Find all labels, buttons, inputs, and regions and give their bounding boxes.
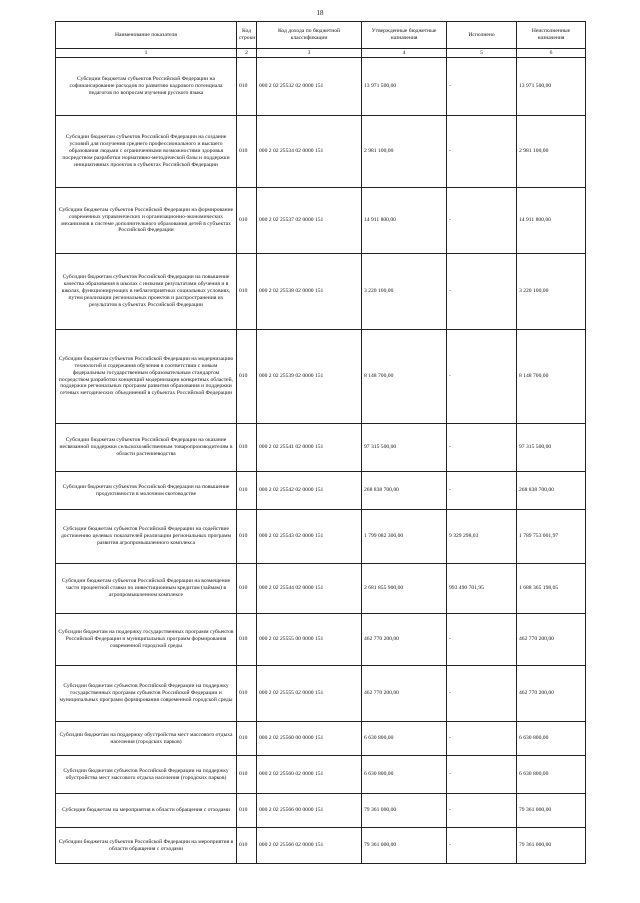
row-indicator-name: Субсидии бюджетам субъектов Российской Федерации на повышение продуктивности в молочном скотоводстве bbox=[56, 472, 237, 510]
header-indicator-name: Наименование показателя bbox=[56, 22, 237, 49]
table-row bbox=[56, 722, 586, 756]
row-executed-amount: - bbox=[447, 614, 517, 666]
row-executed-amount: - bbox=[447, 722, 517, 756]
row-unexecuted-amount: 14 911 800,00 bbox=[517, 188, 586, 254]
row-unexecuted-amount: 462 770 200,00 bbox=[517, 614, 586, 666]
row-unexecuted-amount: 13 971 500,00 bbox=[517, 58, 586, 116]
row-approved-amount: 14 911 800,00 bbox=[362, 188, 447, 254]
table-row bbox=[56, 828, 586, 864]
row-approved-amount: 79 361 000,00 bbox=[362, 828, 447, 864]
header-line-code: Код строки bbox=[237, 22, 257, 49]
table-row bbox=[56, 116, 586, 188]
row-income-code: 000 2 02 25544 02 0000 151 bbox=[257, 564, 362, 614]
row-approved-amount: 268 838 700,00 bbox=[362, 472, 447, 510]
header-executed: Исполнено bbox=[447, 22, 517, 49]
row-line-code: 010 bbox=[237, 564, 257, 614]
row-approved-amount: 462 770 200,00 bbox=[362, 614, 447, 666]
row-income-code: 000 2 02 25560 00 0000 151 bbox=[257, 722, 362, 756]
row-executed-amount: 993 490 701,95 bbox=[447, 564, 517, 614]
row-approved-amount: 8 148 700,00 bbox=[362, 330, 447, 424]
row-unexecuted-amount: 462 770 200,00 bbox=[517, 666, 586, 722]
row-income-code: 000 2 02 25555 00 0000 151 bbox=[257, 614, 362, 666]
row-indicator-name: Субсидии бюджетам на поддержку обустройства мест массового отдыха населения (городских парков) bbox=[56, 722, 237, 756]
table-header-row bbox=[56, 22, 586, 49]
row-indicator-name: Субсидии бюджетам субъектов Российской Федерации на модернизацию технологий и содержания обучения в соответствии с новым федеральным государственным образовательным стандартом посредством разработки концепций модернизации конкретных областей, поддержки региональных программ развития образования и поддержки сетевых методических объединений в субъектах Российской Федерации bbox=[56, 330, 237, 424]
header-unexecuted: Неисполненные назначения bbox=[517, 22, 586, 49]
row-line-code: 010 bbox=[237, 828, 257, 864]
row-income-code: 000 2 02 25538 02 0000 151 bbox=[257, 254, 362, 330]
row-indicator-name: Субсидии бюджетам субъектов Российской Федерации на оказание несвязанной поддержки сельскохозяйственным товаропроизводителям в области растениеводства bbox=[56, 424, 237, 472]
row-unexecuted-amount: 1 789 753 001,97 bbox=[517, 510, 586, 564]
row-executed-amount: - bbox=[447, 424, 517, 472]
row-income-code: 000 2 02 25560 02 0000 151 bbox=[257, 756, 362, 794]
row-indicator-name: Субсидии бюджетам на мероприятия в области обращения с отходами bbox=[56, 794, 237, 828]
row-executed-amount: 9 329 298,03 bbox=[447, 510, 517, 564]
row-line-code: 010 bbox=[237, 666, 257, 722]
row-approved-amount: 3 220 100,00 bbox=[362, 254, 447, 330]
row-unexecuted-amount: 8 148 700,00 bbox=[517, 330, 586, 424]
row-indicator-name: Субсидии бюджетам субъектов Российской Федерации на поддержку государственных программ субъектов Российской Федерации и муниципальных программ формирования современной городской среды bbox=[56, 666, 237, 722]
row-approved-amount: 13 971 500,00 bbox=[362, 58, 447, 116]
table-row bbox=[56, 424, 586, 472]
table-row bbox=[56, 794, 586, 828]
row-executed-amount: - bbox=[447, 58, 517, 116]
row-executed-amount: - bbox=[447, 472, 517, 510]
row-unexecuted-amount: 97 315 500,00 bbox=[517, 424, 586, 472]
row-unexecuted-amount: 79 361 000,00 bbox=[517, 828, 586, 864]
table-row bbox=[56, 472, 586, 510]
column-number: 4 bbox=[362, 49, 447, 58]
row-unexecuted-amount: 2 981 100,00 bbox=[517, 116, 586, 188]
row-line-code: 010 bbox=[237, 614, 257, 666]
row-line-code: 010 bbox=[237, 254, 257, 330]
table-row bbox=[56, 564, 586, 614]
column-number: 5 bbox=[447, 49, 517, 58]
column-number: 3 bbox=[257, 49, 362, 58]
row-executed-amount: - bbox=[447, 756, 517, 794]
row-executed-amount: - bbox=[447, 116, 517, 188]
row-executed-amount: - bbox=[447, 666, 517, 722]
row-unexecuted-amount: 3 220 100,00 bbox=[517, 254, 586, 330]
column-number: 6 bbox=[517, 49, 586, 58]
row-approved-amount: 2 981 100,00 bbox=[362, 116, 447, 188]
column-number: 2 bbox=[237, 49, 257, 58]
row-income-code: 000 2 02 25532 02 0000 151 bbox=[257, 58, 362, 116]
row-line-code: 010 bbox=[237, 58, 257, 116]
column-number: 1 bbox=[56, 49, 237, 58]
page-number: 18 bbox=[316, 9, 324, 17]
table-row bbox=[56, 666, 586, 722]
row-line-code: 010 bbox=[237, 424, 257, 472]
header-approved: Утвержденные бюджетные назначения bbox=[362, 22, 447, 49]
row-indicator-name: Субсидии бюджетам субъектов Российской Федерации на возмещение части процентной ставки по инвестиционным кредитам (займам) в агропромышленном комплексе bbox=[56, 564, 237, 614]
row-approved-amount: 79 361 000,00 bbox=[362, 794, 447, 828]
row-executed-amount: - bbox=[447, 330, 517, 424]
row-executed-amount: - bbox=[447, 794, 517, 828]
row-approved-amount: 462 770 200,00 bbox=[362, 666, 447, 722]
row-indicator-name: Субсидии бюджетам субъектов Российской Федерации на повышение качества образования в школах с низкими результатами обучения и в школах, функционирующих в неблагоприятных социальных условиях, путем реализации региональных проектов и распространения их результатов в субъектах Российской Федерации bbox=[56, 254, 237, 330]
table-row bbox=[56, 614, 586, 666]
row-income-code: 000 2 02 25537 02 0000 151 bbox=[257, 188, 362, 254]
row-approved-amount: 1 799 082 300,00 bbox=[362, 510, 447, 564]
row-indicator-name: Субсидии бюджетам субъектов Российской Федерации на поддержку обустройства мест массового отдыха населения (городских парков) bbox=[56, 756, 237, 794]
row-income-code: 000 2 02 25541 02 0000 151 bbox=[257, 424, 362, 472]
row-unexecuted-amount: 1 688 365 198,05 bbox=[517, 564, 586, 614]
row-line-code: 010 bbox=[237, 510, 257, 564]
table-row bbox=[56, 756, 586, 794]
table-row bbox=[56, 330, 586, 424]
row-line-code: 010 bbox=[237, 116, 257, 188]
row-line-code: 010 bbox=[237, 472, 257, 510]
row-income-code: 000 2 02 25539 02 0000 151 bbox=[257, 330, 362, 424]
row-executed-amount: - bbox=[447, 188, 517, 254]
row-unexecuted-amount: 6 630 800,00 bbox=[517, 756, 586, 794]
row-line-code: 010 bbox=[237, 756, 257, 794]
row-executed-amount: - bbox=[447, 828, 517, 864]
row-indicator-name: Субсидии бюджетам субъектов Российской Федерации на создание условий для получения среднего профессионального и высшего образования людьми с ограниченными возможностями здоровья посредством разработки нормативно-методической базы и поддержки инициативных проектов в субъектах Российской Федерации bbox=[56, 116, 237, 188]
row-line-code: 010 bbox=[237, 188, 257, 254]
row-income-code: 000 2 02 25542 02 0000 151 bbox=[257, 472, 362, 510]
row-approved-amount: 97 315 500,00 bbox=[362, 424, 447, 472]
row-approved-amount: 6 630 800,00 bbox=[362, 756, 447, 794]
row-unexecuted-amount: 268 838 700,00 bbox=[517, 472, 586, 510]
row-indicator-name: Субсидии бюджетам субъектов Российской Федерации на содействие достижению целевых показателей реализации региональных программ развития агропромышленного комплекса bbox=[56, 510, 237, 564]
row-income-code: 000 2 02 25534 02 0000 151 bbox=[257, 116, 362, 188]
table-row bbox=[56, 58, 586, 116]
table-row bbox=[56, 188, 586, 254]
table-row bbox=[56, 254, 586, 330]
row-executed-amount: - bbox=[447, 254, 517, 330]
row-income-code: 000 2 02 25566 00 0000 151 bbox=[257, 794, 362, 828]
row-income-code: 000 2 02 25543 02 0000 151 bbox=[257, 510, 362, 564]
row-income-code: 000 2 02 25555 02 0000 151 bbox=[257, 666, 362, 722]
row-line-code: 010 bbox=[237, 722, 257, 756]
budget-income-table bbox=[55, 21, 586, 864]
row-unexecuted-amount: 79 361 000,00 bbox=[517, 794, 586, 828]
row-income-code: 000 2 02 25566 02 0000 151 bbox=[257, 828, 362, 864]
row-indicator-name: Субсидии бюджетам субъектов Российской Федерации на мероприятия в области обращения с отходами bbox=[56, 828, 237, 864]
table-row bbox=[56, 510, 586, 564]
row-indicator-name: Субсидии бюджетам субъектов Российской Федерации на формирование современных управленческих и организационно-экономических механизмов в системе дополнительного образования детей в субъектах Российской Федерации bbox=[56, 188, 237, 254]
column-number-row bbox=[56, 49, 586, 58]
row-indicator-name: Субсидии бюджетам на поддержку государственных программ субъектов Российской Федерации и муниципальных программ формирования современной городской среды bbox=[56, 614, 237, 666]
row-indicator-name: Субсидии бюджетам субъектов Российской Федерации на софинансирование расходов по развитию кадрового потенциала педагогов по вопросам изучения русского языка bbox=[56, 58, 237, 116]
row-approved-amount: 2 681 855 900,00 bbox=[362, 564, 447, 614]
row-line-code: 010 bbox=[237, 330, 257, 424]
row-approved-amount: 6 630 800,00 bbox=[362, 722, 447, 756]
row-line-code: 010 bbox=[237, 794, 257, 828]
row-unexecuted-amount: 6 630 800,00 bbox=[517, 722, 586, 756]
header-income-code: Код дохода по бюджетной классификации bbox=[257, 22, 362, 49]
